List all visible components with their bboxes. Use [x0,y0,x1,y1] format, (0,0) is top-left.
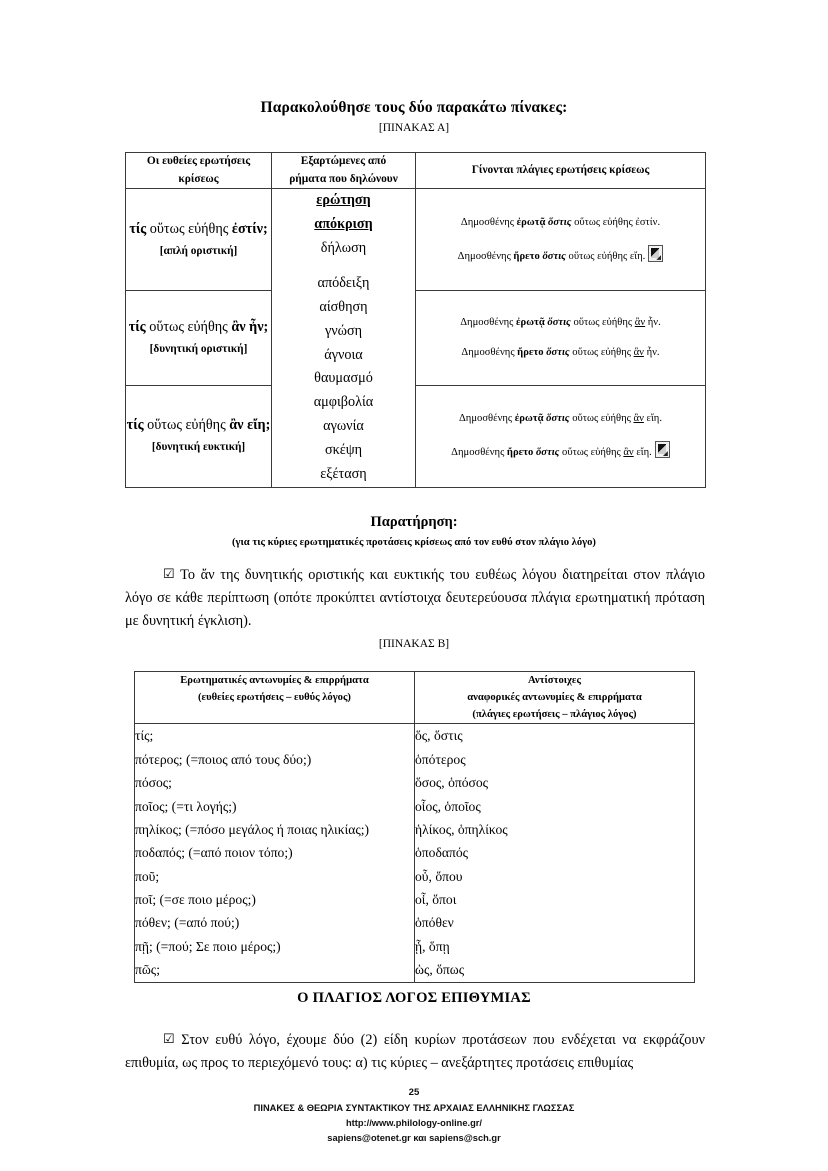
table-row [126,189,706,291]
verb-item: σκέψη [324,441,363,458]
header-line-2: ρήματα που δηλώνουν [289,172,398,185]
table-b-label: [ΠΙΝΑΚΑΣ Β] [378,638,450,650]
verb-item-dilosi: δήλωση [320,240,367,257]
ex-pronoun: ὅστις [542,250,566,262]
ex-particle-an: ἂν [634,317,646,329]
table-row [126,385,706,487]
footer-title: ΠΙΝΑΚΕΣ & ΘΕΩΡΙΑ ΣΥΝΤΑΚΤΙΚΟΥ ΤΗΣ ΑΡΧΑΙΑΣ ΕΛΛΗΝΙΚΗΣ ΓΛΩΣΣΑΣ [253,1102,575,1113]
verb-item-erotisi: ερώτηση [316,192,371,209]
page-heading: Παρακολούθησε τους δύο παρακάτω πίνακες: [260,99,568,116]
ex-pronoun: ὅστις [548,217,572,228]
list-item: ποῖ; (=σε ποιο μέρος;) [135,892,256,908]
example-sentence [416,245,705,265]
direct-verb: ἂν ἦν; [231,318,269,335]
ex-subject: Δημοσθένης [459,413,515,425]
list-item: ποδαπός; (=από ποιον τόπο;) [135,845,293,861]
verb-item: εξέταση [320,465,367,482]
mood-tag: [απλή οριστική] [159,244,238,257]
section-paragraph [125,1028,705,1075]
ex-verb: ἐρωτᾷ [514,413,544,425]
verb-item-apokrisi: απόκριση [314,216,373,233]
list-item: ὅς, ὅστις [415,728,463,744]
ex-verb: ἤρετο [517,346,544,358]
note-title: Παρατήρηση: [370,514,458,530]
ex-pronoun: ὅστις [546,346,570,358]
example-sentence [416,215,705,231]
ex-subject: Δημοσθένης [451,447,507,459]
ex-particle-an: ἂν [623,447,634,459]
direct-keyword: τίς [128,318,146,335]
header-line-1: Εξαρτώμενες από [300,155,387,167]
list-item: ἡλίκος, ὁπηλίκος [415,821,508,837]
table-b-header-right [415,672,695,724]
list-item: οὗ, ὅπου [415,868,463,884]
list-item: πόσος; [135,775,172,791]
ex-rest: οὕτως εὐήθης [570,317,635,329]
list-item: πηλίκος; (=πόσο μεγάλος ή ποιας ηλικίας;) [135,821,370,837]
direct-question-cell [126,189,272,291]
verb-item: γνώση [324,322,363,339]
image-placeholder-icon [655,441,670,458]
list-item: ὅσος, ὁπόσος [415,775,489,791]
direct-keyword: τίς [129,220,147,237]
list-item: ᾗ, ὅπῃ [415,938,450,954]
ex-rest: οὕτως εὐήθης [569,413,634,425]
section-body-text: Στον ευθύ λόγο, έχουμε δύο (2) είδη κυρίων προτάσεων που ενδέχεται να εκφράζουν επιθυμία, ως προς το περιεχόμενό τους: α) τις κύριες – ανεξάρτητες προτάσεις επιθυμίας [125,1032,706,1072]
footer-email[interactable]: sapiens@otenet.gr και sapiens@sch.gr [327,1132,501,1143]
list-item: πῇ; (=πού; Σε ποιο μέρος;) [135,938,281,954]
table-row [126,291,706,385]
list-item: πῶς; [135,962,160,978]
list-item: ὁπόθεν [415,915,454,931]
ex-subject: Δημοσθένης [457,250,514,262]
ex-subject: Δημοσθένης [461,346,518,358]
ex-subject: Δημοσθένης [460,217,517,228]
header-line-1: Ερωτηματικές αντωνυμίες & επιρρήματα [180,675,369,686]
verb-item: αμφιβολία [313,394,374,411]
ex-verb: ἐρωτᾷ [516,317,545,329]
indirect-question-cell [416,291,706,385]
relative-list-cell [415,724,695,982]
page-footer [0,1085,828,1146]
header-line-1: Αντίστοιχες [528,675,581,686]
example-sentence [416,315,705,331]
header-line-2: (ευθείες ερωτήσεις – ευθύς λόγος) [198,692,351,704]
ex-particle-an: ἂν [633,413,644,425]
table-a-header-col3: Γίνονται πλάγιες ερωτήσεις κρίσεως [416,153,706,189]
ex-verb: ἐρωτᾷ [516,217,546,228]
mood-tag: [δυνητική οριστική] [149,342,248,355]
example-sentence [416,411,705,427]
ex-tail: ἦν. [643,346,660,358]
ex-pronoun: ὅστις [546,413,570,425]
list-item: οἷος, ὁποῖος [415,798,481,814]
ex-rest: οὕτως εὐήθης ἐστίν. [571,217,661,228]
table-row [135,724,695,982]
ex-verb: ἤρετο [506,447,534,459]
mood-tag: [δυνητική ευκτική] [151,441,246,454]
verb-item: θαυμασμό [314,370,373,387]
note-subtitle: (για τις κύριες ερωτηματικές προτάσεις κρίσεως από τον ευθύ στον πλάγιο λόγο) [232,537,596,548]
interrogative-list-cell [135,724,415,982]
header-line-2: αναφορικές αντωνυμίες & επιρρήματα [467,692,642,704]
table-a-header-col2 [272,153,416,189]
direct-verb: ἂν εἴη; [229,416,271,433]
indirect-question-cell [416,189,706,291]
verb-item: αγωνία [323,418,364,435]
ex-particle-an: ἂν [633,346,644,358]
header-line-1: Οι ευθείες ερωτήσεις [146,155,251,167]
direct-keyword: τίς [126,416,144,433]
ex-rest: οὕτως εὐήθης εἴη. [565,250,646,262]
governing-verbs-cell [272,189,416,487]
image-placeholder-icon [648,245,663,262]
ex-tail: εἴη. [643,413,662,425]
verb-item: άγνοια [324,346,363,363]
table-b [134,671,695,983]
ex-rest: οὕτως εὐήθης [559,447,624,459]
table-b-header-left [135,672,415,724]
indirect-question-cell [416,385,706,487]
direct-middle: οὕτως εὐήθης [143,416,230,433]
direct-middle: οὕτως εὐήθης [146,220,232,237]
table-b-header-row [135,672,695,724]
note-paragraph [125,563,705,633]
table-a-label: [ΠΙΝΑΚΑΣ Α] [378,122,450,134]
ex-subject: Δημοσθένης [460,317,516,329]
ex-pronoun: ὅστις [547,317,571,329]
section-title: Ο ΠΛΑΓΙΟΣ ΛΟΓΟΣ ΕΠΙΘΥΜΙΑΣ [297,990,531,1006]
header-line-3: (πλάγιες ερωτήσεις – πλάγιος λόγος) [472,709,637,721]
list-item: ὁποδαπός [415,845,469,861]
spacer [272,261,415,272]
list-item: οἷ, ὅποι [415,892,457,908]
direct-middle: οὕτως εὐήθης [145,318,232,335]
list-item: ὡς, ὅπως [415,962,465,978]
checkbox-checked-icon: ☑ [163,1031,175,1046]
ex-rest: οὕτως εὐήθης [569,346,634,358]
list-item: ὁπότερος [415,751,466,767]
direct-verb: ἐστίν; [231,220,268,237]
ex-verb: ἤρετο [513,250,540,262]
checkbox-checked-icon: ☑ [163,566,175,581]
list-item: ποῖος; (=τι λογής;) [135,798,237,814]
ex-tail: ἦν. [645,317,661,329]
note-body-text: Το ἄν της δυνητικής οριστικής και ευκτικής του ευθέως λόγου διατηρείται στον πλάγιο λόγο σε κάθε περίπτωση (οπότε προκύπτει αντίστοιχα δευτερεύουσα πλάγια ερωτηματική πρόταση με δυνητική έγκλιση). [125,567,705,630]
verb-item: αίσθηση [319,298,368,315]
header-line-2: κρίσεως [178,172,219,185]
table-a-header-row [126,153,706,189]
ex-tail: εἴη. [633,447,652,459]
page-number: 25 [408,1087,420,1098]
footer-website[interactable]: http://www.philology-online.gr/ [346,1117,482,1128]
example-sentence [416,441,705,461]
ex-pronoun: ὅστις [535,447,560,459]
table-a-header-col1 [126,153,272,189]
list-item: πότερος; (=ποιος από τους δύο;) [135,751,312,767]
list-item: πόθεν; (=από πού;) [135,915,240,931]
example-sentence [416,345,705,361]
table-a [125,152,706,488]
direct-question-cell [126,291,272,385]
list-item: τίς; [135,728,154,744]
direct-question-cell [126,385,272,487]
list-item: ποῦ; [135,868,160,884]
verb-item: απόδειξη [317,274,370,291]
